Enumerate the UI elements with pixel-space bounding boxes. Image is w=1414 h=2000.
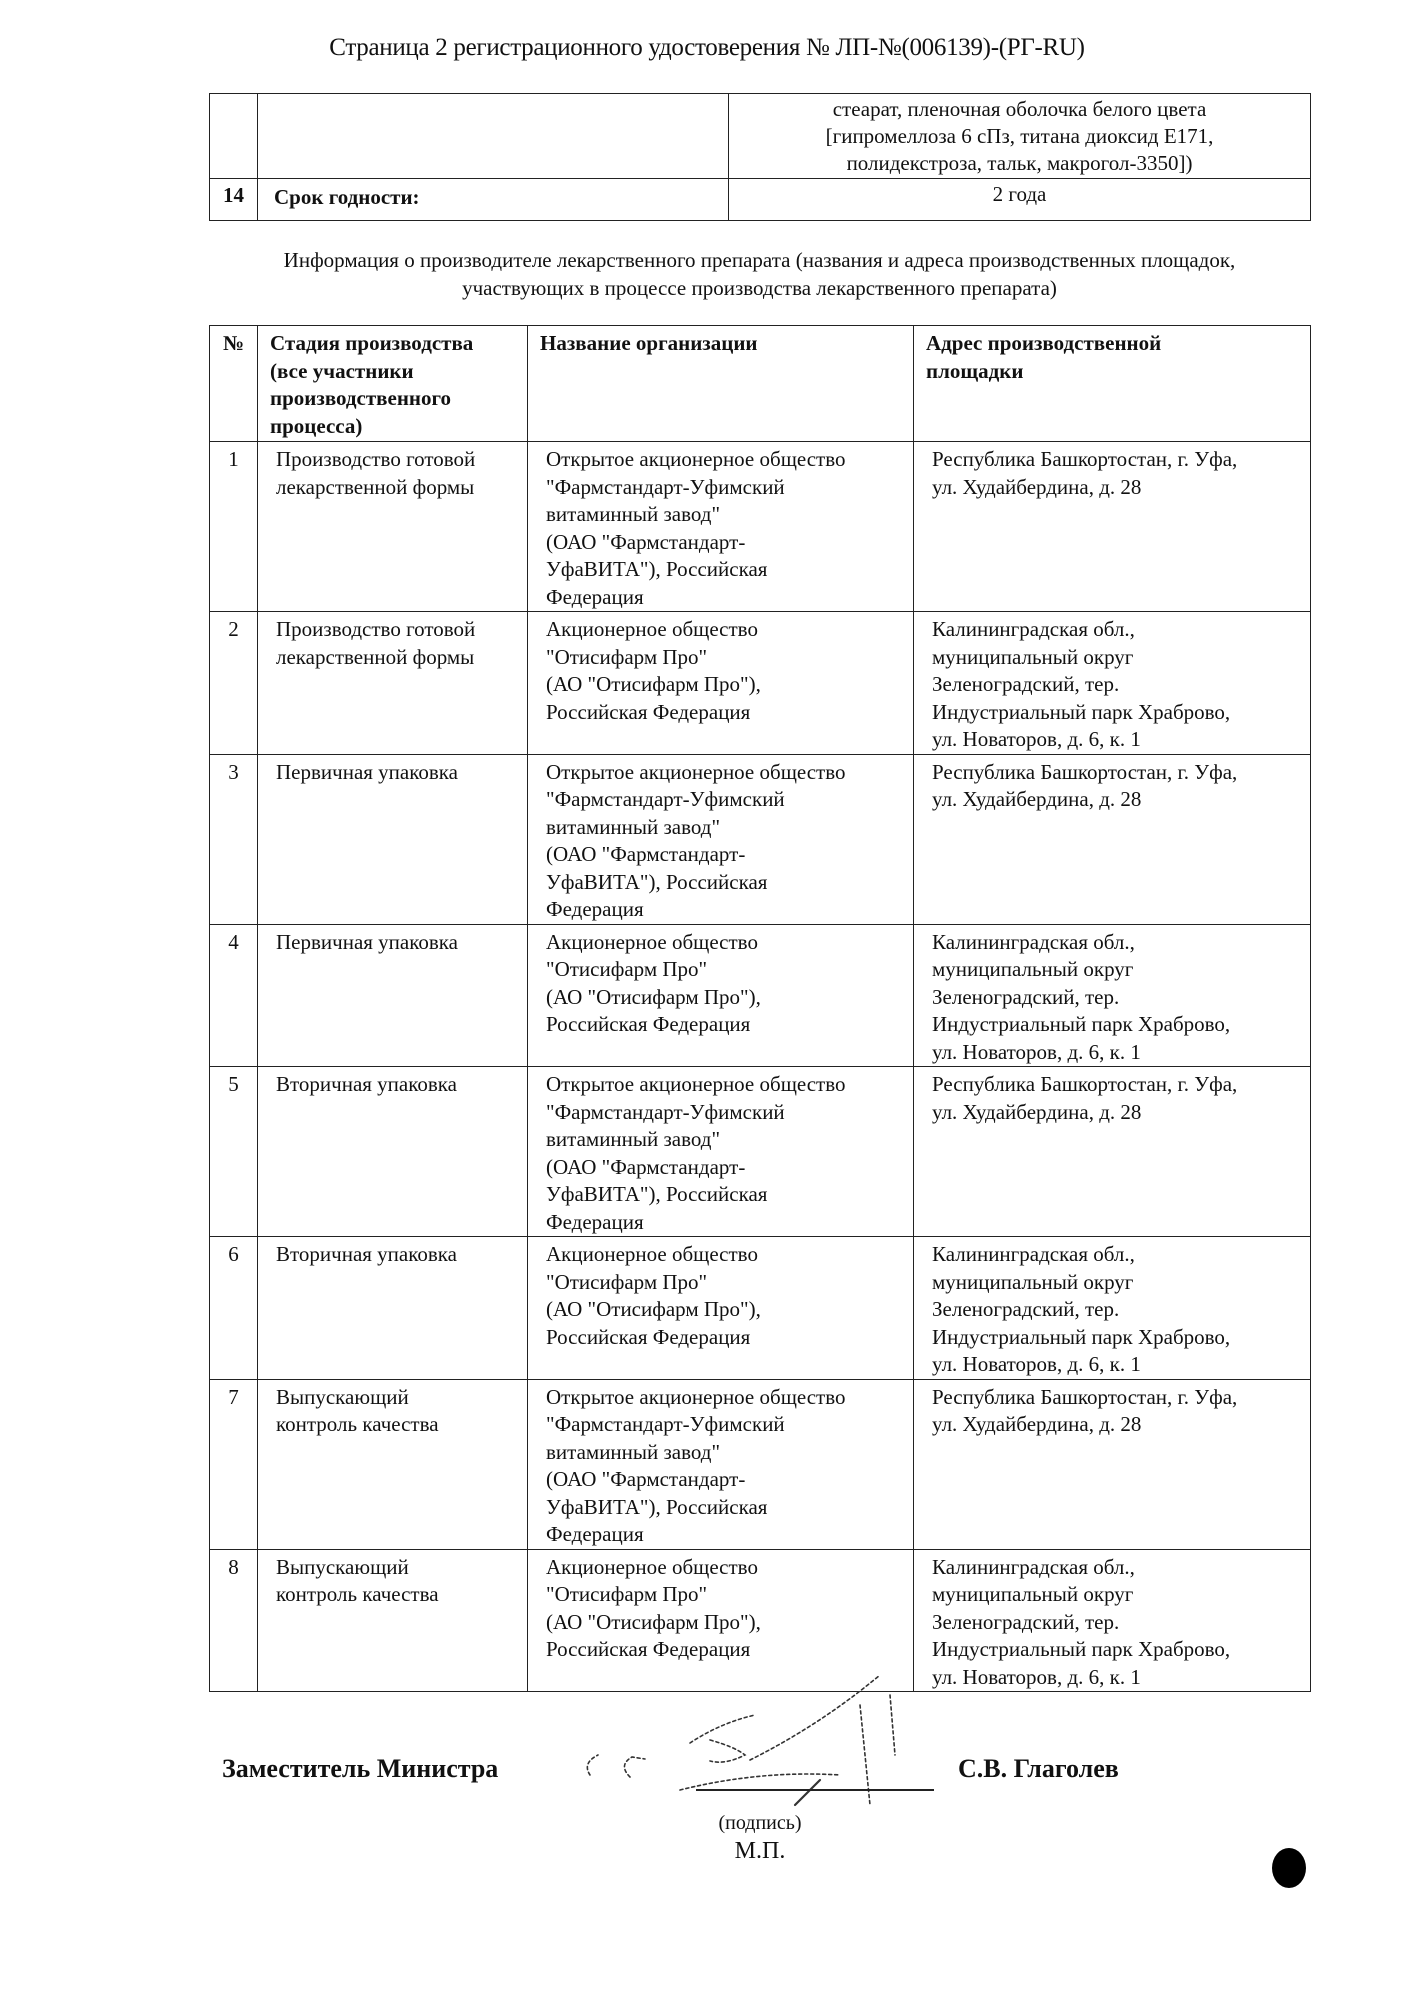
organization-cell-line: (ОАО "Фармстандарт- [546, 529, 746, 554]
organization-cell-line: Федерация [546, 1522, 644, 1546]
address-cell-line: ул. Худайбердина, д. 28 [932, 1099, 1142, 1124]
address-cell-line: муниципальный округ [932, 1269, 1134, 1294]
stage-cell-line: Вторичная упаковка [276, 1242, 457, 1266]
organization-cell-line: Российская Федерация [546, 1324, 751, 1349]
header-line: площадки [926, 358, 1024, 383]
manufacturer-row [210, 924, 1311, 1067]
organization-cell-line: "Фармстандарт-Уфимский [546, 787, 785, 811]
manufacturer-row [210, 1067, 1311, 1237]
organization-cell-line: "Отисифарм Про" [546, 1269, 708, 1294]
address-cell-line: Зеленоградский, тер. [932, 984, 1120, 1009]
organization-cell [528, 1067, 914, 1237]
address-cell-line: Индустриальный парк Храброво, [932, 1637, 1231, 1661]
organization-cell [528, 754, 914, 924]
address-cell-line: муниципальный округ [932, 644, 1134, 669]
shelf-life-value: 2 года [729, 179, 1311, 221]
address-cell-line: ул. Худайбердина, д. 28 [932, 1412, 1142, 1436]
column-header-address [914, 326, 1311, 442]
header-line: Адрес производственной [926, 331, 1162, 355]
organization-cell-line: Открытое акционерное общество [546, 1072, 846, 1096]
address-cell-line: Республика Башкортостан, г. Уфа, [932, 759, 1238, 784]
stage-cell [258, 1549, 528, 1692]
stage-cell-line: Вторичная упаковка [276, 1072, 457, 1096]
signature-line [696, 1789, 934, 1791]
stage-cell [258, 1237, 528, 1380]
stage-cell [258, 442, 528, 612]
address-cell-line: ул. Новаторов, д. 6, к. 1 [932, 1039, 1141, 1064]
header-line: Стадия производства [270, 331, 474, 355]
row-number-cell: 5 [210, 1067, 258, 1237]
row-label-cell [258, 94, 729, 179]
stage-cell-line: контроль качества [276, 1582, 439, 1606]
row-number-cell: 2 [210, 612, 258, 755]
row-number-cell: 8 [210, 1549, 258, 1692]
stage-cell [258, 612, 528, 755]
stage-cell-line: Первичная упаковка [276, 759, 458, 784]
organization-cell-line: Российская Федерация [546, 699, 751, 724]
organization-cell-line: Акционерное общество [546, 617, 758, 641]
column-header-organization [528, 326, 914, 442]
organization-cell-line: витаминный завод" [546, 1439, 721, 1464]
address-cell-line: ул. Худайбердина, д. 28 [932, 474, 1142, 499]
row-number-cell: 4 [210, 924, 258, 1067]
organization-cell-line: Федерация [546, 897, 644, 921]
address-cell [914, 754, 1311, 924]
address-cell [914, 442, 1311, 612]
address-cell-line: муниципальный округ [932, 1582, 1134, 1606]
address-cell-line: Республика Башкортостан, г. Уфа, [932, 1072, 1238, 1096]
signature-caption: (подпись) [718, 1812, 802, 1834]
manufacturer-table [209, 325, 1311, 1692]
organization-cell-line: Российская Федерация [546, 1012, 751, 1036]
manufacturer-info-intro [209, 246, 1310, 302]
organization-cell-line: Акционерное общество [546, 1554, 758, 1579]
column-header-number [210, 326, 258, 442]
organization-cell-line: "Фармстандарт-Уфимский [546, 1412, 785, 1436]
intro-line: Информация о производителе лекарственного препарата (названия и адреса производственных площадок, [283, 248, 1236, 272]
stage-cell-line: лекарственной формы [276, 474, 475, 499]
organization-cell-line: Акционерное общество [546, 929, 758, 954]
address-cell-line: Зеленоградский, тер. [932, 672, 1120, 696]
address-cell-line: Индустриальный парк Храброво, [932, 1012, 1231, 1036]
signatory-name: С.В. Глаголев [958, 1754, 1119, 1783]
scan-dot-mark [1272, 1848, 1306, 1888]
organization-cell-line: витаминный завод" [546, 814, 721, 839]
address-cell [914, 924, 1311, 1067]
stage-cell-line: Выпускающий [276, 1384, 409, 1409]
address-cell-line: ул. Худайбердина, д. 28 [932, 787, 1142, 811]
stage-cell-line: Производство готовой [276, 617, 476, 641]
manufacturer-row [210, 1237, 1311, 1380]
composition-table [209, 93, 1311, 221]
column-header-stage [258, 326, 528, 442]
header-line: № [222, 331, 245, 355]
stage-cell [258, 1067, 528, 1237]
organization-cell-line: (ОАО "Фармстандарт- [546, 842, 746, 866]
organization-cell-line: Российская Федерация [546, 1637, 751, 1661]
address-cell-line: Индустриальный парк Храброво, [932, 1324, 1231, 1349]
organization-cell-line: УфаВИТА"), Российская [546, 557, 768, 581]
address-cell [914, 1379, 1311, 1549]
address-cell-line: Республика Башкортостан, г. Уфа, [932, 447, 1238, 471]
organization-cell-line: Акционерное общество [546, 1242, 758, 1266]
stage-cell-line: Производство готовой [276, 447, 476, 471]
organization-cell-line: УфаВИТА"), Российская [546, 1182, 768, 1206]
stage-cell [258, 924, 528, 1067]
organization-cell-line: "Отисифарм Про" [546, 644, 708, 669]
manufacturer-row [210, 754, 1311, 924]
stage-cell-line: лекарственной формы [276, 644, 475, 669]
organization-cell [528, 442, 914, 612]
row-number-cell: 14 [210, 179, 258, 221]
row-number-cell [210, 94, 258, 179]
row-number-cell: 6 [210, 1237, 258, 1380]
stage-cell-line: контроль качества [276, 1412, 439, 1436]
organization-cell-line: Открытое акционерное общество [546, 447, 846, 471]
stage-cell-line: Выпускающий [276, 1554, 409, 1579]
organization-cell-line: УфаВИТА"), Российская [546, 1494, 768, 1519]
address-cell [914, 1237, 1311, 1380]
signatory-position: Заместитель Министра [222, 1754, 499, 1783]
organization-cell [528, 1379, 914, 1549]
address-cell-line: ул. Новаторов, д. 6, к. 1 [932, 1664, 1141, 1689]
organization-cell-line: (АО "Отисифарм Про"), [546, 1609, 761, 1634]
manufacturer-row [210, 1379, 1311, 1549]
address-cell [914, 612, 1311, 755]
organization-cell-line: (АО "Отисифарм Про"), [546, 672, 761, 696]
header-line: Название организации [540, 331, 758, 355]
organization-cell-line: УфаВИТА"), Российская [546, 869, 768, 894]
address-cell-line: Индустриальный парк Храброво, [932, 699, 1231, 724]
manufacturer-table-body [210, 442, 1311, 1692]
organization-cell-line: витаминный завод" [546, 502, 721, 526]
address-cell-line: Калининградская обл., [932, 929, 1135, 954]
organization-cell-line: "Фармстандарт-Уфимский [546, 474, 785, 499]
row-number-cell: 1 [210, 442, 258, 612]
stamp-placeholder: М.П. [734, 1838, 786, 1864]
composition-line: [гипромеллоза 6 сПз, титана диоксид Е171, [825, 124, 1214, 148]
address-cell-line: Республика Башкортостан, г. Уфа, [932, 1384, 1238, 1409]
organization-cell-line: (ОАО "Фармстандарт- [546, 1154, 746, 1179]
stage-cell [258, 1379, 528, 1549]
organization-cell-line: Открытое акционерное общество [546, 1384, 846, 1409]
manufacturer-row [210, 442, 1311, 612]
address-cell-line: Калининградская обл., [932, 1554, 1135, 1579]
manufacturer-row [210, 612, 1311, 755]
intro-line: участвующих в процессе производства лекарственного препарата) [462, 276, 1057, 300]
organization-cell [528, 924, 914, 1067]
header-line: (все участники [270, 358, 414, 383]
shelf-life-label: Срок годности: [258, 179, 729, 221]
row-number-cell: 3 [210, 754, 258, 924]
row-number-cell: 7 [210, 1379, 258, 1549]
organization-cell-line: "Отисифарм Про" [546, 1582, 708, 1606]
manufacturer-table-header [210, 326, 1311, 442]
address-cell-line: Зеленоградский, тер. [932, 1609, 1120, 1634]
organization-cell-line: (АО "Отисифарм Про"), [546, 984, 761, 1009]
header-line: производственного [270, 386, 452, 410]
page-header: Страница 2 регистрационного удостоверения № ЛП-№(006139)-(РГ-RU) [329, 34, 1085, 61]
organization-cell-line: Федерация [546, 584, 644, 609]
organization-cell-line: "Отисифарм Про" [546, 957, 708, 981]
organization-cell-line: Открытое акционерное общество [546, 759, 846, 784]
composition-line: стеарат, пленочная оболочка белого цвета [832, 97, 1207, 121]
address-cell-line: Калининградская обл., [932, 1242, 1135, 1266]
signature-block [0, 1740, 1414, 1890]
stage-cell-line: Первичная упаковка [276, 929, 458, 954]
organization-cell-line: (АО "Отисифарм Про"), [546, 1297, 761, 1321]
organization-cell-line: (ОАО "Фармстандарт- [546, 1467, 746, 1491]
address-cell-line: Зеленоградский, тер. [932, 1297, 1120, 1321]
shelf-life-row [210, 179, 1311, 221]
organization-cell-line: Федерация [546, 1209, 644, 1234]
composition-line: полидекстроза, тальк, макрогол-3350]) [846, 151, 1193, 175]
address-cell-line: ул. Новаторов, д. 6, к. 1 [932, 1352, 1141, 1376]
address-cell [914, 1067, 1311, 1237]
address-cell-line: ул. Новаторов, д. 6, к. 1 [932, 727, 1141, 751]
organization-cell-line: витаминный завод" [546, 1127, 721, 1151]
organization-cell [528, 1237, 914, 1380]
address-cell-line: Калининградская обл., [932, 617, 1135, 641]
stage-cell [258, 754, 528, 924]
composition-continuation-row [210, 94, 1311, 179]
organization-cell [528, 612, 914, 755]
header-line: процесса) [270, 413, 363, 438]
organization-cell-line: "Фармстандарт-Уфимский [546, 1099, 785, 1124]
address-cell-line: муниципальный округ [932, 957, 1134, 981]
composition-value-cell [729, 94, 1311, 179]
